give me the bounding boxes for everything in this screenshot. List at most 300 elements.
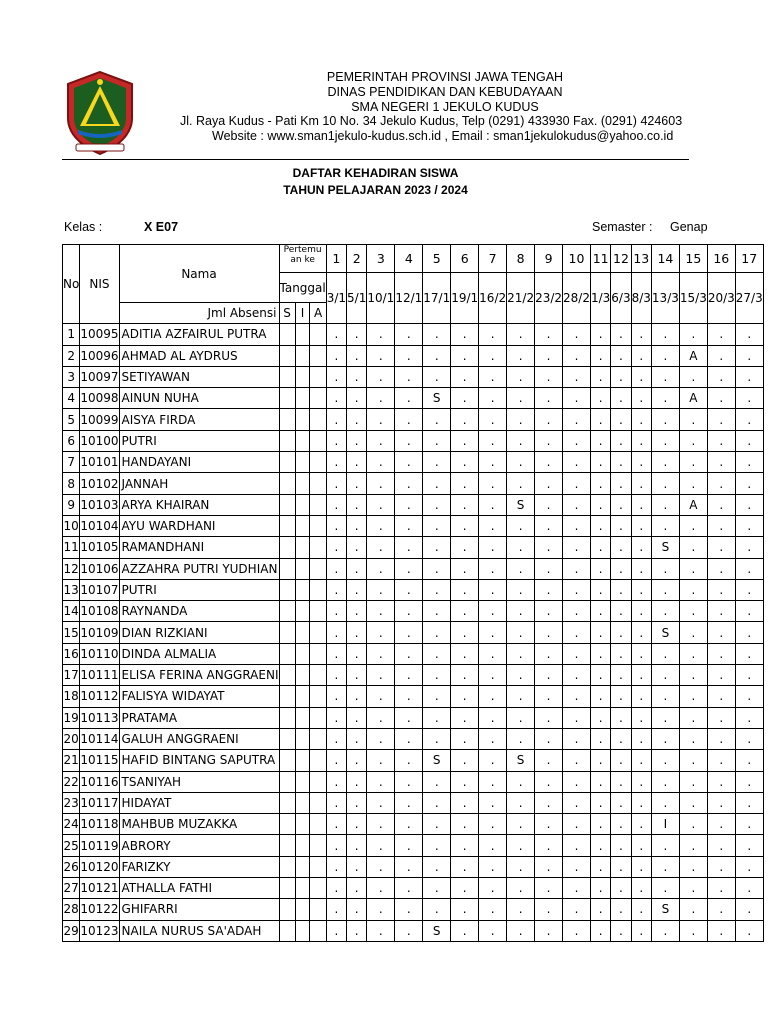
izin-count [295, 601, 310, 622]
attendance-mark: . [535, 707, 563, 728]
attendance-mark: . [631, 856, 651, 877]
attendance-mark: . [707, 473, 735, 494]
attendance-mark: . [451, 920, 479, 941]
izin-count [295, 409, 310, 430]
sakit-count [279, 452, 295, 473]
attendance-mark: . [507, 579, 535, 600]
attendance-mark: . [423, 878, 451, 899]
student-name: ELISA FERINA ANGGRAENI [119, 665, 279, 686]
attendance-mark: . [631, 366, 651, 387]
attendance-mark: . [679, 771, 707, 792]
student-row [63, 473, 764, 494]
attendance-mark: . [451, 601, 479, 622]
attendance-mark: . [679, 814, 707, 835]
attendance-mark: . [451, 579, 479, 600]
attendance-mark: . [347, 665, 367, 686]
attendance-mark: . [590, 515, 610, 536]
attendance-mark: . [611, 920, 631, 941]
sakit-count [279, 537, 295, 558]
student-nis: 10095 [80, 324, 119, 345]
attendance-mark: . [735, 388, 763, 409]
attendance-mark: . [423, 494, 451, 515]
meeting-number-header: 15 [679, 245, 707, 273]
attendance-mark: . [451, 409, 479, 430]
attendance-mark: . [326, 324, 346, 345]
attendance-mark: . [347, 515, 367, 536]
student-row [63, 622, 764, 643]
attendance-mark: . [651, 452, 679, 473]
attendance-mark: . [507, 430, 535, 451]
alpha-count [310, 665, 326, 686]
attendance-mark: . [735, 622, 763, 643]
attendance-mark: . [347, 622, 367, 643]
attendance-mark: A [679, 494, 707, 515]
attendance-mark: . [679, 707, 707, 728]
attendance-mark: . [479, 686, 507, 707]
student-row [63, 409, 764, 430]
attendance-mark: . [507, 558, 535, 579]
student-number: 9 [63, 494, 80, 515]
attendance-mark: . [347, 345, 367, 366]
attendance-mark: . [631, 878, 651, 899]
izin-count [295, 750, 310, 771]
attendance-mark: . [507, 366, 535, 387]
attendance-mark: . [507, 771, 535, 792]
meeting-date-header: 23/2 [535, 273, 563, 324]
sakit-count [279, 643, 295, 664]
student-nis: 10117 [80, 792, 119, 813]
attendance-mark: . [479, 515, 507, 536]
meeting-number-header: 6 [451, 245, 479, 273]
attendance-mark: . [563, 750, 591, 771]
student-nis: 10112 [80, 686, 119, 707]
attendance-mark: . [507, 665, 535, 686]
attendance-mark: . [367, 601, 395, 622]
attendance-mark: . [326, 494, 346, 515]
attendance-mark: . [326, 622, 346, 643]
attendance-mark: . [563, 792, 591, 813]
attendance-mark: . [451, 665, 479, 686]
alpha-count [310, 601, 326, 622]
attendance-mark: . [563, 388, 591, 409]
attendance-mark: . [367, 665, 395, 686]
attendance-mark: . [679, 430, 707, 451]
col-header-no: No [63, 245, 80, 324]
semester-label: Semaster : [592, 220, 653, 234]
attendance-mark: . [326, 686, 346, 707]
sakit-count [279, 814, 295, 835]
attendance-mark: . [631, 665, 651, 686]
attendance-mark: . [707, 899, 735, 920]
student-number: 26 [63, 856, 80, 877]
attendance-mark: . [590, 686, 610, 707]
attendance-mark: . [651, 707, 679, 728]
attendance-mark: . [535, 388, 563, 409]
attendance-mark: . [590, 920, 610, 941]
student-nis: 10097 [80, 366, 119, 387]
attendance-mark: . [347, 686, 367, 707]
alpha-count [310, 899, 326, 920]
student-name: AISYA FIRDA [119, 409, 279, 430]
attendance-mark: . [367, 771, 395, 792]
attendance-mark: . [611, 728, 631, 749]
attendance-mark: S [423, 750, 451, 771]
attendance-mark: . [679, 515, 707, 536]
attendance-mark: . [347, 728, 367, 749]
attendance-mark: . [735, 878, 763, 899]
attendance-mark: . [326, 452, 346, 473]
attendance-mark: . [563, 856, 591, 877]
attendance-mark: . [651, 835, 679, 856]
izin-count [295, 558, 310, 579]
attendance-mark: . [735, 494, 763, 515]
student-name: FALISYA WIDAYAT [119, 686, 279, 707]
attendance-mark: . [735, 430, 763, 451]
meeting-number-header: 11 [590, 245, 610, 273]
izin-count [295, 622, 310, 643]
attendance-mark: . [735, 835, 763, 856]
attendance-mark: . [367, 345, 395, 366]
izin-count [295, 494, 310, 515]
attendance-mark: . [631, 388, 651, 409]
attendance-mark: . [707, 728, 735, 749]
izin-count [295, 856, 310, 877]
student-number: 2 [63, 345, 80, 366]
attendance-mark: . [347, 920, 367, 941]
attendance-mark: . [735, 814, 763, 835]
student-name: HAFID BINTANG SAPUTRA [119, 750, 279, 771]
sakit-count [279, 345, 295, 366]
attendance-mark: . [326, 835, 346, 856]
attendance-mark: . [479, 601, 507, 622]
attendance-mark: . [535, 324, 563, 345]
col-header-jml-absensi: Jml Absensi [119, 303, 279, 324]
attendance-mark: . [735, 920, 763, 941]
student-nis: 10100 [80, 430, 119, 451]
attendance-mark: . [631, 601, 651, 622]
attendance-mark: . [451, 430, 479, 451]
student-row [63, 750, 764, 771]
student-number: 18 [63, 686, 80, 707]
attendance-mark: . [367, 643, 395, 664]
attendance-mark: . [395, 920, 423, 941]
attendance-mark: . [326, 515, 346, 536]
sakit-count [279, 430, 295, 451]
meeting-number-header: 13 [631, 245, 651, 273]
attendance-mark: . [423, 366, 451, 387]
attendance-mark: . [563, 494, 591, 515]
attendance-mark: . [563, 622, 591, 643]
attendance-mark: . [479, 750, 507, 771]
student-row [63, 835, 764, 856]
attendance-mark: . [451, 899, 479, 920]
attendance-mark: . [631, 473, 651, 494]
attendance-mark: . [535, 665, 563, 686]
attendance-mark: . [611, 814, 631, 835]
student-row [63, 686, 764, 707]
izin-count [295, 324, 310, 345]
alpha-count [310, 473, 326, 494]
student-row [63, 324, 764, 345]
attendance-mark: . [590, 899, 610, 920]
attendance-mark: . [563, 409, 591, 430]
attendance-mark: . [563, 878, 591, 899]
attendance-mark: . [423, 345, 451, 366]
attendance-mark: . [367, 473, 395, 494]
attendance-mark: . [451, 388, 479, 409]
student-nis: 10114 [80, 728, 119, 749]
attendance-mark: . [347, 899, 367, 920]
attendance-mark: . [451, 686, 479, 707]
attendance-mark: . [679, 856, 707, 877]
attendance-mark: . [395, 792, 423, 813]
attendance-mark: . [651, 324, 679, 345]
attendance-mark: . [631, 920, 651, 941]
attendance-mark: . [590, 494, 610, 515]
alpha-count [310, 750, 326, 771]
sakit-count [279, 728, 295, 749]
attendance-mark: . [735, 515, 763, 536]
semester-value: Genap [670, 220, 708, 234]
sakit-count [279, 409, 295, 430]
attendance-mark: . [367, 366, 395, 387]
academic-year: TAHUN PELAJARAN 2023 / 2024 [283, 183, 468, 197]
student-number: 17 [63, 665, 80, 686]
attendance-mark: . [326, 750, 346, 771]
attendance-mark: . [507, 345, 535, 366]
attendance-mark: . [611, 686, 631, 707]
student-name: GHIFARRI [119, 899, 279, 920]
attendance-mark: . [451, 622, 479, 643]
attendance-mark: . [735, 856, 763, 877]
attendance-mark: . [651, 665, 679, 686]
attendance-mark: . [707, 409, 735, 430]
attendance-mark: . [326, 920, 346, 941]
attendance-mark: . [535, 601, 563, 622]
header-line-address: Jl. Raya Kudus - Pati Km 10 No. 34 Jekulo Kudus, Telp (0291) 433930 Fax. (0291) 424603 [180, 114, 683, 128]
attendance-mark: . [735, 750, 763, 771]
attendance-mark: . [563, 537, 591, 558]
attendance-mark: . [611, 430, 631, 451]
col-header-nis: NIS [80, 245, 119, 324]
attendance-mark: . [423, 324, 451, 345]
student-row [63, 579, 764, 600]
attendance-mark: . [347, 452, 367, 473]
attendance-mark: . [631, 345, 651, 366]
student-name: DIAN RIZKIANI [119, 622, 279, 643]
attendance-mark: . [347, 579, 367, 600]
student-name: ABRORY [119, 835, 279, 856]
student-name: PUTRI [119, 430, 279, 451]
meeting-number-header: 7 [479, 245, 507, 273]
attendance-mark: . [535, 558, 563, 579]
attendance-mark: . [707, 345, 735, 366]
student-name: SETIYAWAN [119, 366, 279, 387]
student-number: 1 [63, 324, 80, 345]
attendance-mark: . [535, 452, 563, 473]
attendance-mark: . [479, 345, 507, 366]
attendance-mark: . [735, 324, 763, 345]
attendance-mark: . [707, 814, 735, 835]
attendance-mark: . [367, 856, 395, 877]
attendance-mark: . [479, 366, 507, 387]
student-row [63, 878, 764, 899]
meeting-number-header: 3 [367, 245, 395, 273]
attendance-mark: . [395, 750, 423, 771]
alpha-count [310, 622, 326, 643]
student-number: 15 [63, 622, 80, 643]
attendance-mark: . [395, 728, 423, 749]
sakit-count [279, 792, 295, 813]
student-nis: 10101 [80, 452, 119, 473]
student-name: AINUN NUHA [119, 388, 279, 409]
attendance-mark: . [479, 643, 507, 664]
attendance-mark: . [611, 899, 631, 920]
attendance-mark: . [707, 643, 735, 664]
attendance-mark: . [451, 856, 479, 877]
attendance-mark: . [679, 665, 707, 686]
attendance-mark: . [535, 835, 563, 856]
attendance-mark: . [326, 707, 346, 728]
attendance-mark: . [347, 750, 367, 771]
attendance-mark: . [631, 515, 651, 536]
attendance-mark: . [535, 920, 563, 941]
attendance-mark: . [679, 366, 707, 387]
attendance-mark: . [679, 728, 707, 749]
attendance-mark: . [563, 728, 591, 749]
student-row [63, 537, 764, 558]
attendance-mark: . [395, 835, 423, 856]
attendance-mark: . [367, 920, 395, 941]
student-name: DINDA ALMALIA [119, 643, 279, 664]
attendance-mark: . [590, 473, 610, 494]
attendance-mark: . [651, 473, 679, 494]
student-number: 19 [63, 707, 80, 728]
attendance-mark: S [507, 494, 535, 515]
attendance-mark: . [507, 728, 535, 749]
attendance-mark: . [590, 665, 610, 686]
student-number: 20 [63, 728, 80, 749]
attendance-mark: . [535, 771, 563, 792]
header-line-school: SMA NEGERI 1 JEKULO KUDUS [351, 100, 539, 114]
meeting-date-header: 5/1 [347, 273, 367, 324]
attendance-mark: . [367, 579, 395, 600]
attendance-mark: . [507, 643, 535, 664]
student-nis: 10104 [80, 515, 119, 536]
attendance-mark: . [479, 792, 507, 813]
attendance-mark: . [679, 473, 707, 494]
student-number: 22 [63, 771, 80, 792]
attendance-mark: A [679, 345, 707, 366]
attendance-mark: . [451, 771, 479, 792]
attendance-mark: . [631, 324, 651, 345]
attendance-mark: . [367, 537, 395, 558]
attendance-mark: . [347, 324, 367, 345]
attendance-mark: . [707, 750, 735, 771]
attendance-mark: . [563, 665, 591, 686]
attendance-mark: . [347, 537, 367, 558]
attendance-mark: . [590, 707, 610, 728]
class-label: Kelas : [64, 220, 103, 234]
attendance-mark: . [347, 771, 367, 792]
attendance-mark: . [631, 558, 651, 579]
meeting-date-header: 12/1 [395, 273, 423, 324]
attendance-mark: . [367, 622, 395, 643]
attendance-mark: . [326, 537, 346, 558]
student-name: GALUH ANGGRAENI [119, 728, 279, 749]
attendance-mark: . [347, 707, 367, 728]
attendance-mark: . [611, 665, 631, 686]
attendance-mark: . [631, 452, 651, 473]
attendance-mark: . [479, 388, 507, 409]
attendance-mark: . [347, 814, 367, 835]
attendance-mark: . [611, 494, 631, 515]
attendance-mark: . [479, 728, 507, 749]
attendance-mark: . [707, 537, 735, 558]
attendance-mark: . [395, 324, 423, 345]
sakit-count [279, 771, 295, 792]
attendance-mark: . [631, 537, 651, 558]
attendance-mark: . [707, 366, 735, 387]
meeting-date-header: 10/1 [367, 273, 395, 324]
attendance-mark: . [479, 920, 507, 941]
attendance-mark: . [423, 728, 451, 749]
izin-count [295, 515, 310, 536]
student-row [63, 515, 764, 536]
attendance-mark: . [535, 473, 563, 494]
student-nis: 10118 [80, 814, 119, 835]
attendance-mark: . [479, 899, 507, 920]
attendance-mark: . [611, 622, 631, 643]
attendance-mark: . [651, 920, 679, 941]
attendance-mark: . [679, 579, 707, 600]
attendance-mark: S [651, 537, 679, 558]
attendance-mark: . [590, 643, 610, 664]
attendance-mark: . [326, 643, 346, 664]
student-number: 25 [63, 835, 80, 856]
attendance-mark: . [395, 878, 423, 899]
attendance-mark: . [707, 388, 735, 409]
attendance-mark: . [479, 558, 507, 579]
attendance-mark: . [451, 835, 479, 856]
attendance-mark: . [651, 643, 679, 664]
attendance-mark: . [631, 707, 651, 728]
student-number: 7 [63, 452, 80, 473]
student-nis: 10122 [80, 899, 119, 920]
meeting-number-header: 4 [395, 245, 423, 273]
attendance-mark: . [651, 558, 679, 579]
sakit-count [279, 494, 295, 515]
meeting-number-header: 2 [347, 245, 367, 273]
attendance-mark: . [590, 388, 610, 409]
attendance-mark: . [707, 835, 735, 856]
attendance-mark: . [651, 430, 679, 451]
attendance-mark: . [679, 835, 707, 856]
attendance-mark: . [423, 835, 451, 856]
attendance-mark: . [679, 558, 707, 579]
attendance-mark: . [611, 792, 631, 813]
sakit-count [279, 601, 295, 622]
attendance-mark: . [707, 771, 735, 792]
attendance-mark: . [367, 430, 395, 451]
attendance-mark: . [590, 878, 610, 899]
attendance-mark: . [347, 601, 367, 622]
attendance-mark: . [631, 792, 651, 813]
attendance-mark: . [395, 665, 423, 686]
attendance-mark: . [535, 750, 563, 771]
attendance-mark: . [423, 771, 451, 792]
student-nis: 10123 [80, 920, 119, 941]
